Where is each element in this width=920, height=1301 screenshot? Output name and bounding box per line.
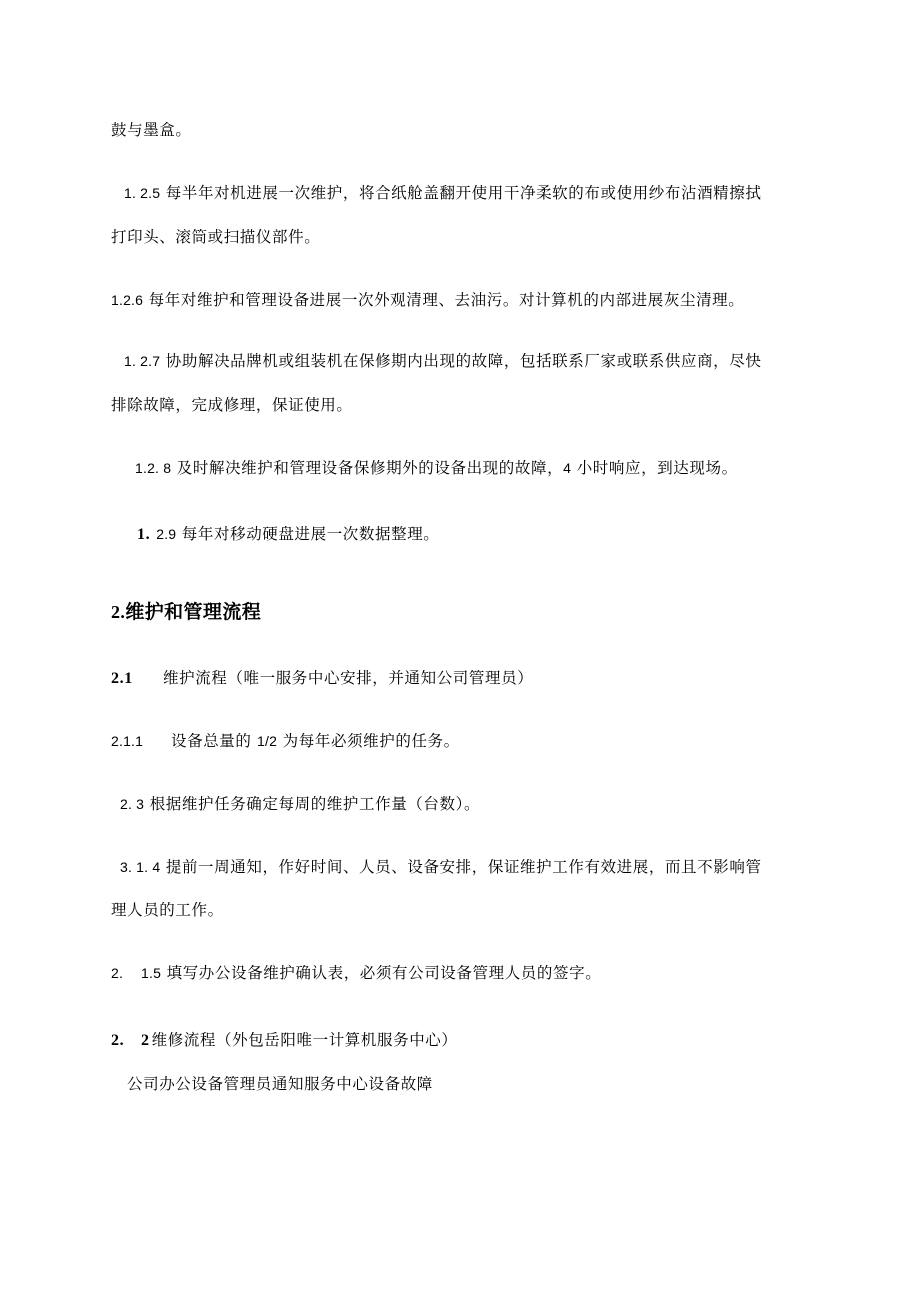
text: 每年对移动硬盘进展一次数据整理。 xyxy=(181,525,440,543)
text: 根据维护任务确定每周的维护工作量（台数）。 xyxy=(149,795,481,813)
text: 为每年必须维护的任务。 xyxy=(282,732,460,750)
item-number: 2.9 xyxy=(156,526,177,542)
item-number-a: 2. xyxy=(111,965,124,981)
item-number: 2.1.1 xyxy=(111,733,144,749)
section-title: 维护和管理流程 xyxy=(125,601,262,623)
paragraph-1-2-5-line1 xyxy=(124,183,761,203)
paragraph-last xyxy=(127,1074,433,1094)
item-number: 1. 2.7 xyxy=(124,353,161,369)
item-number: 3. 1. 4 xyxy=(120,859,161,875)
text: 公司办公设备管理员通知服务中心设备故障 xyxy=(127,1075,433,1093)
item-number: 1. 2.5 xyxy=(124,185,161,201)
paragraph-drum xyxy=(111,120,192,140)
subsection-number-b: 2 xyxy=(141,1032,150,1049)
text: 每年对维护和管理设备进展一次外观清理、去油污。对计算机的内部进展灰尘清理。 xyxy=(148,291,745,309)
subsection-number-a: 2. xyxy=(111,1032,125,1049)
text: 小时响应，到达现场。 xyxy=(576,459,738,477)
paragraph-1-2-8 xyxy=(135,458,738,478)
item-number-bold: 1. xyxy=(137,526,151,543)
text: 理人员的工作。 xyxy=(111,901,224,919)
paragraph-3-1-4-line2 xyxy=(111,900,224,920)
paragraph-2-1-1 xyxy=(111,731,460,751)
paragraph-1-2-7-line2 xyxy=(111,395,353,415)
section-number: 2. xyxy=(111,602,126,622)
item-number: 2. 3 xyxy=(120,796,145,812)
paragraph-3-1-4-line1 xyxy=(120,857,762,877)
fraction-number: 1/2 xyxy=(257,733,278,749)
item-number: 1.2.6 xyxy=(111,292,144,308)
paragraph-1-2-5-line2 xyxy=(111,227,320,247)
item-number: 1.2. 8 xyxy=(135,460,172,476)
hours-number: 4 xyxy=(563,460,572,476)
text: 鼓与墨盒。 xyxy=(111,121,192,139)
text: 每半年对机进展一次维护，将合纸舱盖翻开使用干净柔软的布或使用纱布沾酒精擦拭 xyxy=(165,184,762,202)
paragraph-1-2-6 xyxy=(111,290,744,310)
text: 设备总量的 xyxy=(171,732,252,750)
text: 协助解决品牌机或组装机在保修期内出现的故障，包括联系厂家或联系供应商，尽快 xyxy=(165,352,762,370)
text: 提前一周通知，作好时间、人员、设备安排，保证维护工作有效进展，而且不影响管 xyxy=(165,858,762,876)
subsection-title: 维修流程（外包岳阳唯一计算机服务中心） xyxy=(151,1031,458,1049)
subsection-title: 维护流程（唯一服务中心安排，并通知公司管理员） xyxy=(163,669,534,687)
paragraph-1-2-9 xyxy=(137,524,439,545)
paragraph-2-3 xyxy=(120,794,480,814)
text: 及时解决维护和管理设备保修期外的设备出现的故障， xyxy=(176,459,564,477)
text: 排除故障，完成修理，保证使用。 xyxy=(111,396,353,414)
subsection-number: 2.1 xyxy=(111,670,133,687)
paragraph-1-2-7-line1 xyxy=(124,351,761,371)
paragraph-2-1-5 xyxy=(111,963,601,983)
section-heading-2 xyxy=(111,600,261,624)
text: 打印头、滚筒或扫描仪部件。 xyxy=(111,228,321,246)
subsection-heading-2-1 xyxy=(111,668,533,689)
item-number-b: 1.5 xyxy=(141,965,162,981)
text: 填写办公设备维护确认表，必须有公司设备管理人员的签字。 xyxy=(166,964,602,982)
subsection-heading-2-2 xyxy=(111,1030,458,1051)
